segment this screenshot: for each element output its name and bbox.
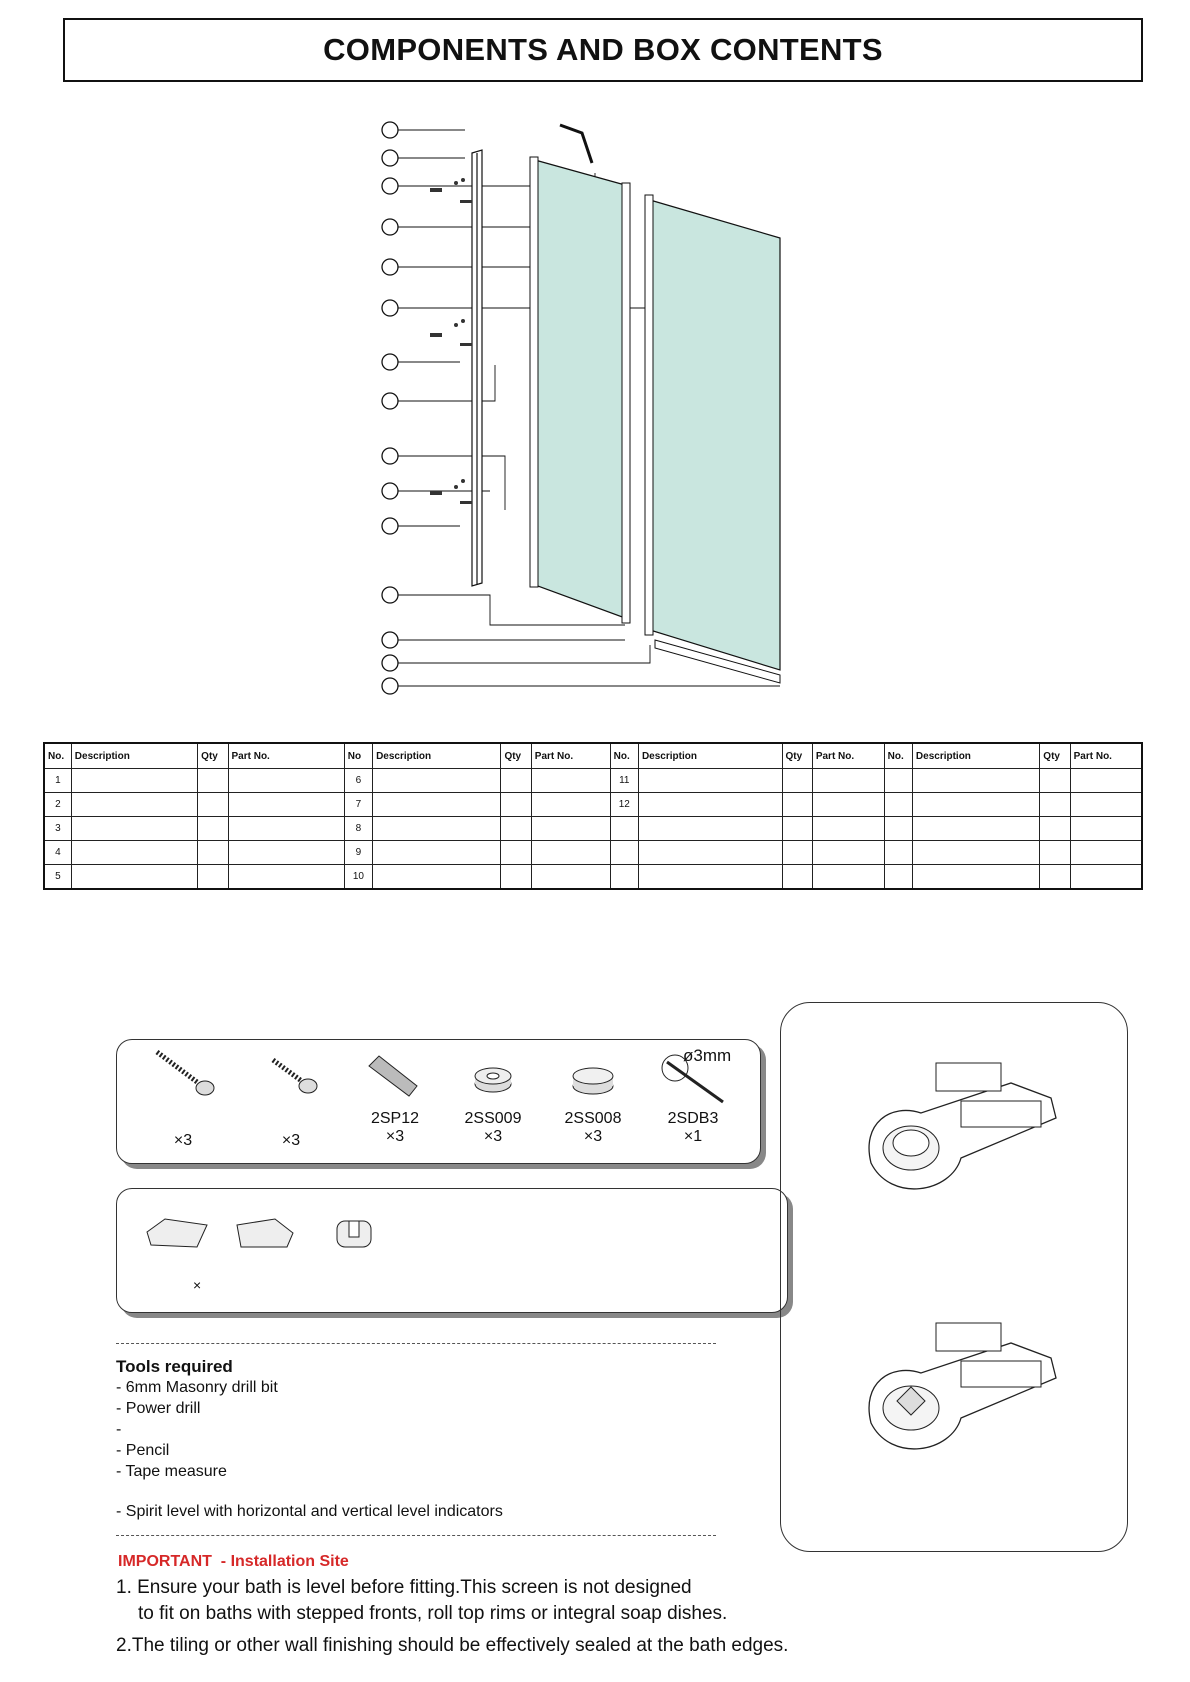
installation-notes — [116, 1575, 1076, 1659]
table-row: 3 8 — [44, 817, 1142, 841]
col-header: Description — [373, 743, 501, 769]
fixing-qty: ×3 — [281, 1132, 301, 1149]
page-title: COMPONENTS AND BOX CONTENTS — [323, 32, 883, 67]
tool-item: - Pencil — [116, 1442, 170, 1459]
fixings-panel — [116, 1039, 761, 1164]
bracket-panel — [780, 1002, 1128, 1552]
washer-icon — [453, 1040, 533, 1110]
end-caps-icon — [137, 1207, 387, 1267]
fixing-drill-bit — [643, 1040, 743, 1146]
col-header: Description — [912, 743, 1039, 769]
tool-item: - 6mm Masonry drill bit — [116, 1379, 278, 1396]
table-row: 4 9 — [44, 841, 1142, 865]
callout-circles — [382, 122, 398, 694]
fixing-short-screw — [241, 1040, 341, 1150]
table-row: 1 6 11 — [44, 769, 1142, 793]
col-header: Part No. — [228, 743, 344, 769]
note-1-cont: to fit on baths with stepped fronts, roll top rims or integral soap dishes. — [138, 1603, 728, 1624]
end-caps-panel — [116, 1188, 788, 1313]
col-header: Qty — [198, 743, 228, 769]
tool-item: - Spirit level with horizontal and vertical level indicators — [116, 1503, 503, 1520]
caps-qty: × — [193, 1277, 202, 1293]
fixing-qty: ×3 — [385, 1128, 405, 1145]
col-header: Description — [71, 743, 197, 769]
divider-top — [116, 1343, 716, 1344]
col-header: Qty — [782, 743, 812, 769]
col-header: No. — [44, 743, 71, 769]
col-header: No. — [610, 743, 638, 769]
bracket-bottom-icon — [851, 1303, 1081, 1463]
note-2: 2.The tiling or other wall finishing should be effectively sealed at the bath edges. — [116, 1635, 789, 1656]
exploded-diagram — [360, 115, 820, 705]
tool-item: - Power drill — [116, 1400, 201, 1417]
bracket-top-icon — [851, 1043, 1081, 1203]
cover-cap-icon — [553, 1040, 633, 1110]
fixing-code: 2SP12 — [370, 1110, 420, 1127]
short-screw-icon — [251, 1040, 331, 1110]
important-heading: IMPORTANT - Installation Site — [118, 1553, 349, 1570]
glass-panel-fixed — [535, 160, 625, 618]
parts-table — [43, 742, 1143, 890]
col-header: Part No. — [812, 743, 884, 769]
fixing-wall-plug — [345, 1040, 445, 1146]
fixing-washer — [443, 1040, 543, 1146]
fixing-qty: ×3 — [173, 1132, 193, 1149]
col-header: No. — [884, 743, 912, 769]
note-1: 1. Ensure your bath is level before fitting.This screen is not designed — [116, 1577, 692, 1598]
fixing-qty: ×1 — [683, 1128, 703, 1145]
long-screw-icon — [143, 1040, 223, 1110]
wall-plug-icon — [355, 1040, 435, 1110]
col-header: Qty — [1040, 743, 1070, 769]
wall-channel — [472, 150, 482, 586]
fixing-code: 2SS008 — [564, 1110, 622, 1127]
fixing-qty: ×3 — [483, 1128, 503, 1145]
glass-panel-hinged — [650, 200, 780, 670]
col-header: No — [344, 743, 372, 769]
drill-size: ø3mm — [683, 1046, 732, 1065]
fixing-cover-cap — [543, 1040, 643, 1146]
tool-item: - — [116, 1421, 122, 1438]
tool-item — [116, 1482, 716, 1501]
table-header-row — [44, 743, 1142, 769]
table-row: 5 10 — [44, 865, 1142, 890]
tools-heading: Tools required — [116, 1357, 233, 1376]
title-box — [63, 18, 1143, 82]
tools-required — [116, 1356, 716, 1522]
col-header: Part No. — [531, 743, 610, 769]
col-header: Description — [638, 743, 782, 769]
fixing-long-screw — [133, 1040, 233, 1150]
fixing-code: 2SS009 — [464, 1110, 522, 1127]
divider-bottom — [116, 1535, 716, 1536]
col-header: Part No. — [1070, 743, 1142, 769]
fixing-qty: ×3 — [583, 1128, 603, 1145]
col-header: Qty — [501, 743, 531, 769]
fixing-code: 2SDB3 — [667, 1110, 719, 1127]
table-row: 2 7 12 — [44, 793, 1142, 817]
tool-item: - Tape measure — [116, 1463, 227, 1480]
